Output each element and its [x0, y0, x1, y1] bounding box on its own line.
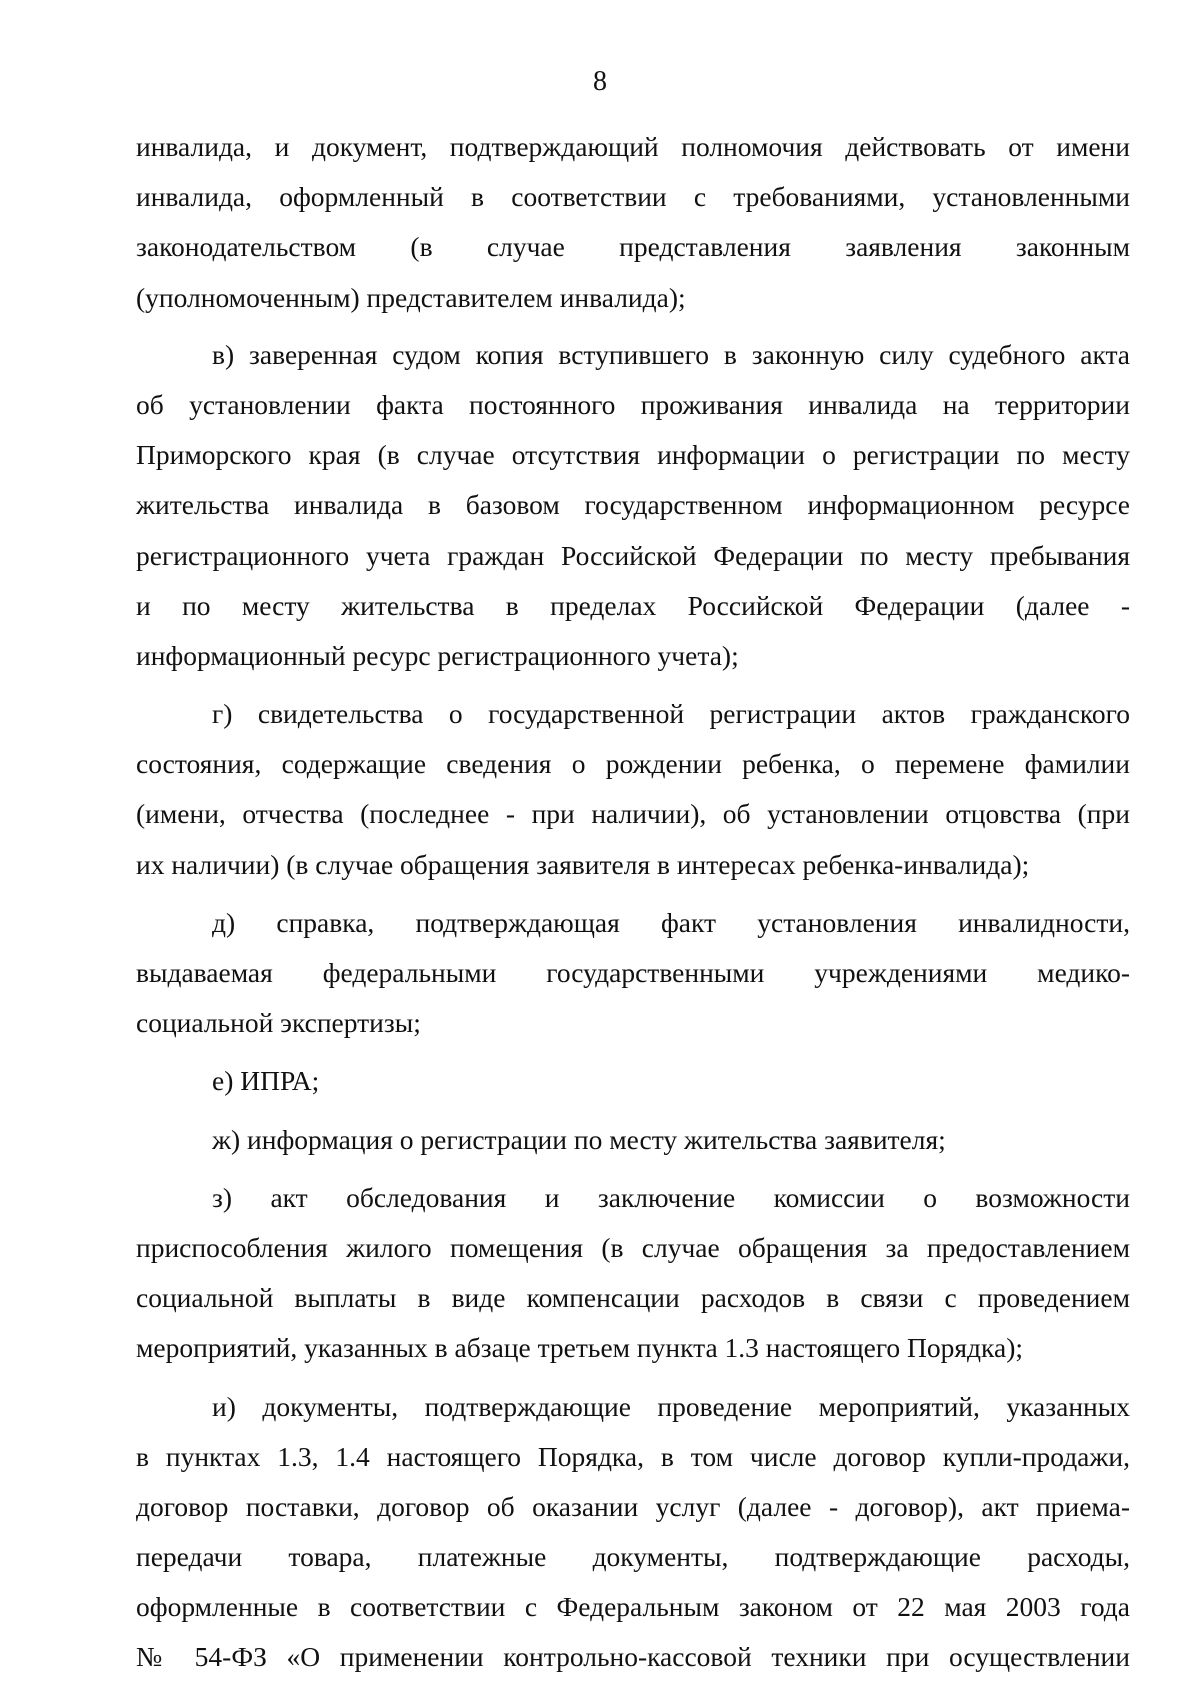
text-line: договор поставки, договор об оказании услуг (далее - договор), акт приема-: [136, 1490, 1130, 1522]
text-line: социальной экспертизы;: [136, 1007, 421, 1039]
page-number: 8: [593, 66, 607, 97]
text-line: № 54-ФЗ «О применении контрольно-кассовой техники при осуществлении: [136, 1641, 1130, 1673]
text-line: г) свидетельства о государственной регистрации актов гражданского: [212, 698, 1130, 730]
text-line: об установлении факта постоянного проживания инвалида на территории: [136, 388, 1130, 420]
text-line: передачи товара, платежные документы, подтверждающие расходы,: [136, 1541, 1130, 1573]
text-line: оформленные в соответствии с Федеральным законом от 22 мая 2003 года: [136, 1591, 1130, 1623]
text-line: жительства инвалида в базовом государственном информационном ресурсе: [136, 489, 1130, 521]
list-item-v: [136, 330, 1130, 681]
text-line: в) заверенная судом копия вступившего в законную силу судебного акта: [212, 338, 1130, 370]
list-item-zh: [136, 1115, 1130, 1165]
list-item-z: [136, 1173, 1130, 1374]
text-line: з) акт обследования и заключение комиссии о возможности: [212, 1181, 1130, 1213]
text-line: законодательством (в случае представления заявления законным: [136, 231, 1130, 263]
list-item-i: [136, 1382, 1130, 1683]
text-line: выдаваемая федеральными государственными учреждениями медико-: [136, 957, 1130, 988]
text-line: регистрационного учета граждан Российской Федерации по месту пребывания: [136, 539, 1130, 571]
list-item-d: [136, 898, 1130, 1049]
text-line: (имени, отчества (последнее - при наличии), об установлении отцовства (при: [136, 798, 1130, 830]
text-line: и) документы, подтверждающие проведение мероприятий, указанных: [212, 1390, 1130, 1422]
list-item-g: [136, 689, 1130, 890]
text-line: информационный ресурс регистрационного учета);: [136, 639, 739, 671]
text-line: е) ИПРА;: [212, 1065, 320, 1097]
text-line: инвалида, оформленный в соответствии с требованиями, установленными: [136, 181, 1130, 213]
text-line: инвалида, и документ, подтверждающий полномочия действовать от имени: [136, 131, 1130, 162]
document-body: [136, 122, 1130, 1683]
text-line: ж) информация о регистрации по месту жительства заявителя;: [212, 1123, 946, 1155]
text-line: их наличии) (в случае обращения заявителя в интересах ребенка-инвалида);: [136, 848, 1030, 880]
text-line: (уполномоченным) представителем инвалида);: [136, 281, 686, 313]
text-line: мероприятий, указанных в абзаце третьем пункта 1.3 настоящего Порядка);: [136, 1332, 1023, 1364]
text-line: приспособления жилого помещения (в случае обращения за предоставлением: [136, 1231, 1130, 1263]
text-line: и по месту жительства в пределах Российской Федерации (далее -: [136, 589, 1130, 621]
text-line: состояния, содержащие сведения о рождении ребенка, о перемене фамилии: [136, 748, 1130, 780]
list-item-e: [136, 1056, 1130, 1106]
text-line: д) справка, подтверждающая факт установления инвалидности,: [212, 906, 1130, 938]
text-line: Приморского края (в случае отсутствия информации о регистрации по месту: [136, 439, 1130, 471]
text-line: в пунктах 1.3, 1.4 настоящего Порядка, в том числе договор купли-продажи,: [136, 1440, 1130, 1472]
text-line: социальной выплаты в виде компенсации расходов в связи с проведением: [136, 1282, 1130, 1314]
paragraph-continuation: [136, 122, 1130, 323]
